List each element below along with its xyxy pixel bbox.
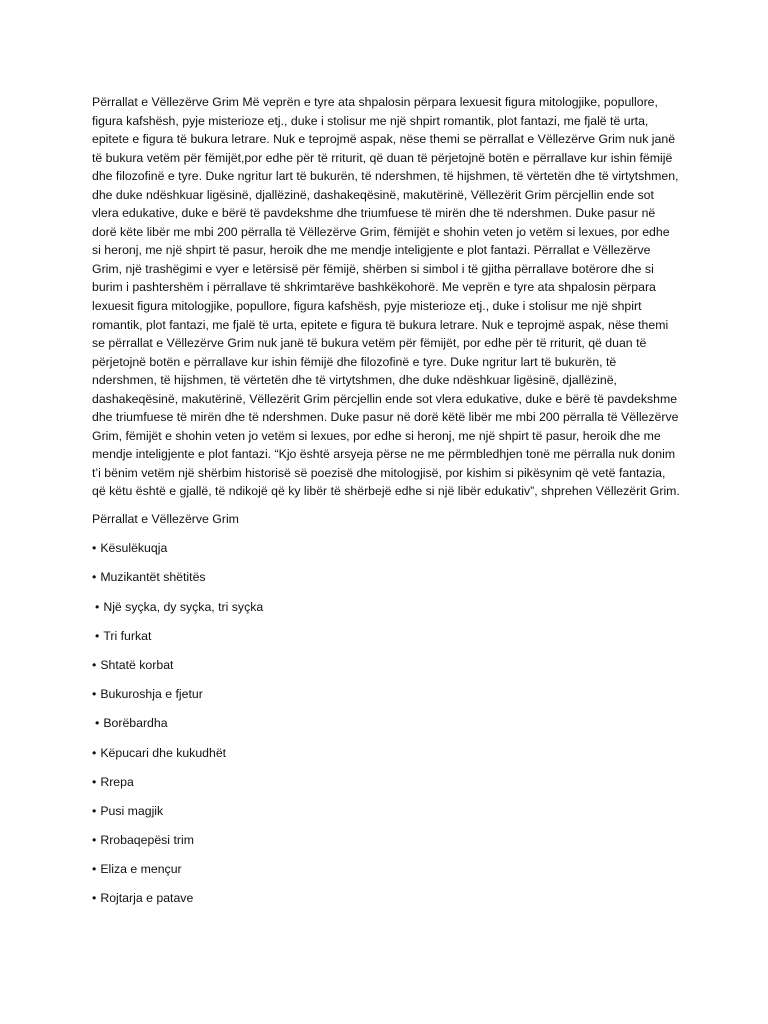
bullet-icon: • [92, 541, 97, 556]
list-item-label: Këpucari dhe kukudhët [100, 745, 227, 760]
list-title: Përrallat e Vëllezërve Grim [92, 512, 239, 527]
list-item [92, 656, 680, 674]
list-item-label: Rrobaqepësi trim [100, 833, 194, 848]
list-item-label: Muzikantët shëtitës [100, 570, 206, 585]
bullet-icon: • [92, 687, 97, 702]
list-item [92, 860, 680, 878]
list-item [92, 568, 680, 586]
bullet-icon: • [92, 657, 97, 672]
list-item-label: Kësulëkuqja [100, 541, 168, 556]
list-item-label: Shtatë korbat [100, 657, 174, 672]
bullet-icon: • [92, 774, 97, 789]
list-item [92, 598, 680, 616]
list-item-label: Borëbardha [103, 716, 168, 731]
bullet-icon: • [92, 803, 97, 818]
list-item [92, 627, 680, 645]
list-item-label: Rrepa [100, 774, 134, 789]
list-item [92, 831, 680, 849]
list-item-label: Pusi magjik [100, 803, 164, 818]
list-item-label: Një syçka, dy syçka, tri syçka [103, 599, 264, 614]
list-item [92, 889, 680, 907]
list-item [92, 685, 680, 703]
list-item [92, 744, 680, 762]
story-list [92, 539, 680, 907]
list-item [92, 802, 680, 820]
list-item [92, 773, 680, 791]
list-item [92, 539, 680, 557]
list-item [92, 714, 680, 732]
list-item-label: Rojtarja e patave [100, 891, 194, 906]
list-item-label: Eliza e mençur [100, 862, 182, 877]
bullet-icon: • [92, 570, 97, 585]
document-content [92, 93, 680, 907]
list-item-label: Bukuroshja e fjetur [100, 687, 203, 702]
bullet-icon: • [95, 599, 100, 614]
bullet-icon: • [92, 833, 97, 848]
bullet-icon: • [92, 891, 97, 906]
bullet-icon: • [92, 862, 97, 877]
bullet-icon: • [92, 745, 97, 760]
list-item-label: Tri furkat [103, 628, 152, 643]
bullet-icon: • [95, 628, 100, 643]
bullet-icon: • [95, 716, 100, 731]
body-paragraph: Përrallat e Vëllezërve Grim Më veprën e tyre ata shpalosin përpara lexuesit figura mitologjike, popullore, figura kafshësh, pyje misterioze etj., duke i stolisur me një shpirt romantik, plot fantazi, me fjalë të urta, epitete e figura të bukura letrare. Nuk e teprojmë aspak, nëse themi se përrallat e Vëllezërve Grim nuk janë të bukura vetëm për fëmijët,por edhe për të rriturit, që duan të përjetojnë botën e përrallave kur ishin fëmijë dhe filozofinë e tyre. Duke ngritur lart të bukurën, të ndershmen, të hijshmen, të vërtetën dhe të virtytshmen, dhe duke ndëshkuar ligësinë, djallëzinë, dashakeqësinë, makutërinë, Vëllezërit Grim përcjellin ende sot vlera edukative, duke e bërë të pavdekshme dhe triumfuese të mirën dhe të ndershmen. Duke pasur në dorë këte libër me mbi 200 përralla të Vëllezërve Grim, fëmijët e shohin veten jo vetëm si lexues, por edhe si heronj, me një shpirt të pasur, heroik dhe me mendje inteligjente e plot fantazi. Përrallat e Vëllezërve Grim, një trashëgimi e vyer e letërsisë për fëmijë, shërben si simbol i të gjitha përrallave botërore dhe si burim i pashtershëm i përrallave të shkrimtarëve bashkëkohorë. Me veprën e tyre ata shpalosin përpara lexuesit figura mitologjike, popullore, figura kafshësh, pyje misterioze etj., duke i stolisur me një shpirt romantik, plot fantazi, me fjalë të urta, epitete e figura të bukura letrare. Nuk e teprojmë aspak, nëse themi se përrallat e Vëllezërve Grim nuk janë të bukura vetëm për fëmijët, por edhe për të rriturit, që duan të përjetojnë botën e përrallave kur ishin fëmijë dhe filozofinë e tyre. Duke ngritur lart të bukurën, të ndershmen, të hijshmen, të vërtetën dhe të virtytshmen, dhe duke ndëshkuar ligësinë, djallëzinë, dashakeqësinë, makutërinë, Vëllezërit Grim përcjellin ende sot vlera edukative, duke e bërë të pavdekshme dhe triumfuese të mirën dhe të ndershmen. Duke pasur në dorë këtë libër me mbi 200 përralla të Vëllezërve Grim, fëmijët e shohin veten jo vetëm si lexues, por edhe si heronj, me një shpirt të pasur, heroik dhe me mendje inteligjente e plot fantazi. “Kjo është arsyeja përse ne me përmbledhjen tonë me përralla nuk donim t’i bënim vetëm një shërbim historisë së poezisë dhe mitologjisë, por kishim si pikësynim që vetë fantazia, që këtu është e gjallë, të ndikojë që ky libër të shërbejë edhe si një libër edukativ”, shprehen Vëllezërit Grim. [92, 95, 680, 499]
